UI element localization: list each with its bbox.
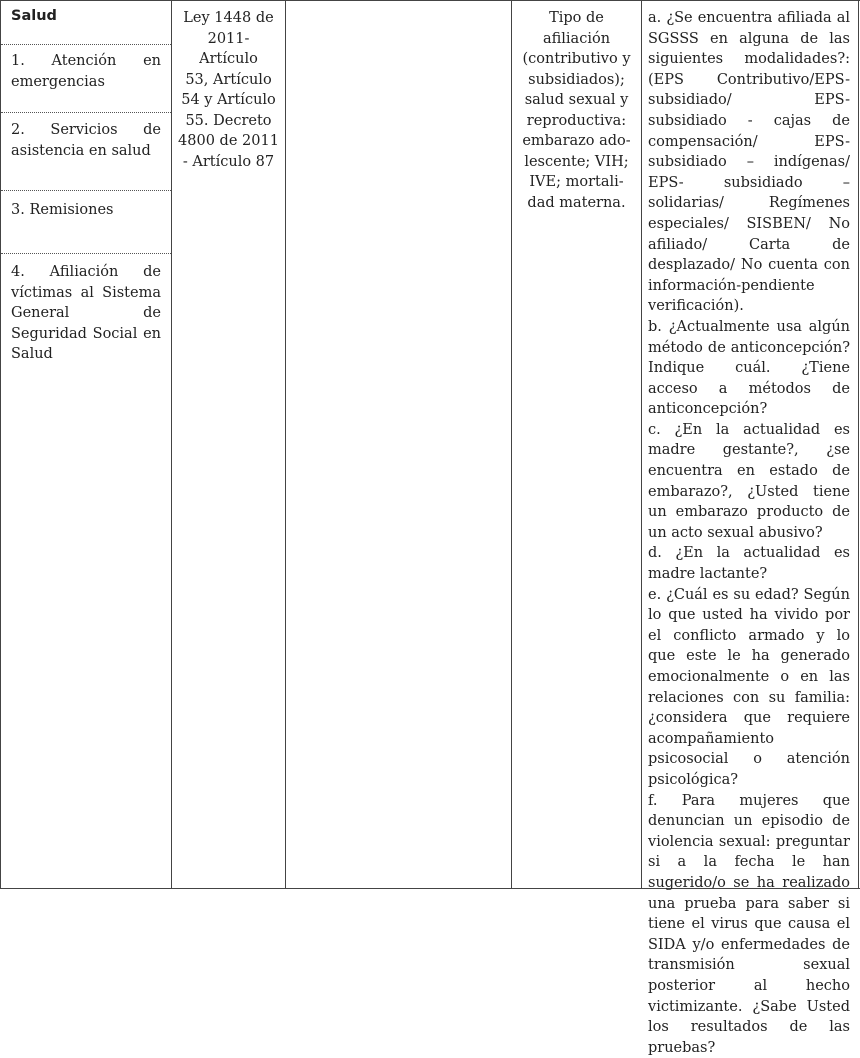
item-remisiones: 3. Remisiones (11, 202, 114, 218)
tipo-line: afiliación (542, 30, 611, 47)
item-atencion-emergencias: 1. Atención en emergencias (11, 53, 161, 90)
column-preguntas (641, 0, 859, 1056)
tipo-line: Tipo de (549, 10, 604, 26)
tipo-line: (contributivo y (522, 51, 631, 67)
row-separator (1, 253, 171, 254)
salud-header: Salud (11, 8, 57, 24)
column-salud (0, 0, 171, 888)
tipo-line: lescente; VIH; (524, 153, 629, 170)
ley-line: - Artículo 87 (182, 153, 275, 170)
column-ley (171, 0, 285, 888)
row-separator (1, 44, 171, 45)
tipo-line: subsidiados); (528, 71, 625, 88)
ley-line: 2011- Artículo (199, 30, 258, 67)
row-separator (1, 190, 171, 191)
pregunta-b: b. ¿Actualmente usa algún método de anticoncepción? Indique cuál. ¿Tiene acceso a métodos de anticoncepción? (648, 318, 850, 418)
pregunta-a: a. ¿Se encuentra afiliada al SGSSS en alguna de las siguientes modalidades?: (EPS Contributivo/EPS- subsidiado/ EPS- subsidiado - cajas de compensación/ EPS- subsidiado – indígenas/ EPS- subsidiado – solidarias/ Regímenes especiales/ SISBEN/ No afiliado/ Carta de desplazado/ No cuenta con información-pendiente verificación). (648, 10, 850, 315)
pregunta-f: f. Para mujeres que denuncian un episodio de violencia sexual: preguntar si a la fecha le han sugerido/o se ha realizado una prueba para saber si tiene el virus que causa el SIDA y/o enfermedades de transmisión sexual posterior al hecho victimizante. ¿Sabe Usted los resultados de las pruebas? (648, 792, 850, 1056)
pregunta-c: c. ¿En la actualidad es madre gestante?, ¿se encuentra en estado de embarazo?, ¿Usted tiene un embarazo producto de un acto sexual abusivo? (648, 421, 850, 541)
ley-line: 4800 de 2011 (178, 133, 279, 149)
preguntas-text (648, 8, 850, 1058)
row-separator (1, 112, 171, 113)
tipo-line: IVE; mortali- (529, 174, 624, 190)
tipo-line: dad materna. (527, 194, 626, 211)
tipo-line: salud sexual y (524, 92, 629, 108)
ley-line: 53, Artículo (185, 71, 272, 88)
tipo-line: reproductiva: (526, 112, 627, 129)
column-empty (285, 0, 511, 888)
column-tipo-afiliacion (511, 0, 641, 888)
tipo-afiliacion-text (512, 8, 641, 213)
item-servicios-asistencia: 2. Servicios de asistencia en salud (11, 122, 161, 159)
pregunta-e: e. ¿Cuál es su edad? Según lo que usted ha vivido por el conflicto armado y lo que este le ha generado emocionalmente o en las relaciones con su familia: ¿considera que requiere acompañamiento psicosocial o atención psicológica? (648, 586, 850, 788)
ley-line: Ley 1448 de (183, 10, 274, 26)
ley-line: 55. Decreto (185, 112, 272, 129)
ley-reference (172, 8, 285, 172)
pregunta-d: d. ¿En la actualidad es madre lactante? (648, 545, 850, 583)
tipo-line: embarazo ado- (522, 133, 631, 149)
ley-line: 54 y Artículo (181, 92, 276, 108)
item-afiliacion-victimas: 4. Afiliación de víctimas al Sistema General de Seguridad Social en Salud (11, 264, 161, 362)
